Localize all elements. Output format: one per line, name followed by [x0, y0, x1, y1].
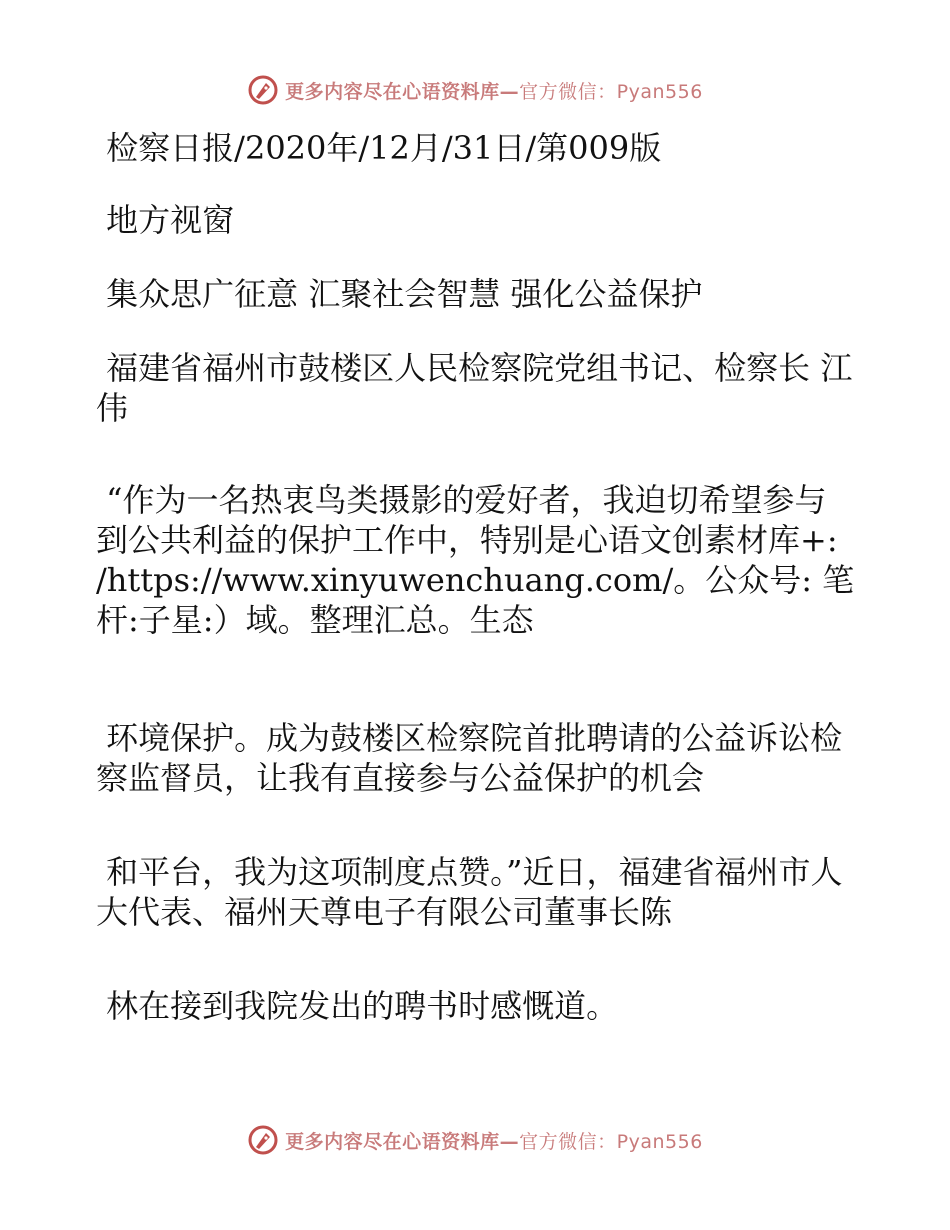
watermark-text: 更多内容尽在心语资料库—官方微信：Pyan556 — [285, 80, 703, 103]
section-name: 地方视窗 — [96, 201, 235, 239]
source-line: 检察日报/2020年/12月/31日/第009版 — [96, 129, 662, 167]
header-watermark-banner — [0, 70, 950, 110]
author-line: 福建省福州市鼓楼区人民检察院党组书记、检察长 江伟 — [96, 349, 853, 427]
headline: 集众思广征意 汇聚社会智慧 强化公益保护 — [96, 275, 703, 313]
paragraph-3: 和平台，我为这项制度点赞。”近日，福建省福州市人大代表、福州天尊电子有限公司董事长陈 — [96, 853, 843, 931]
watermark-text: 更多内容尽在心语资料库—官方微信：Pyan556 — [285, 1130, 703, 1153]
paragraph-2: 环境保护。成为鼓楼区检察院首批聘请的公益诉讼检察监督员，让我有直接参与公益保护的机会 — [96, 719, 843, 797]
footer-watermark-banner — [0, 1120, 950, 1160]
paragraph-1: “作为一名热衷鸟类摄影的爱好者，我迫切希望参与到公共利益的保护工作中，特别是心语文创素材库+: /https://www.xinyuwenchuang.com/。公众号: 笔杆:子星:）域。整理汇总。生态 — [96, 481, 855, 639]
paragraph-4: 林在接到我院发出的聘书时感慨道。 — [96, 987, 619, 1025]
pen-nib-seal-icon — [247, 1124, 279, 1156]
pen-nib-seal-icon — [247, 74, 279, 106]
